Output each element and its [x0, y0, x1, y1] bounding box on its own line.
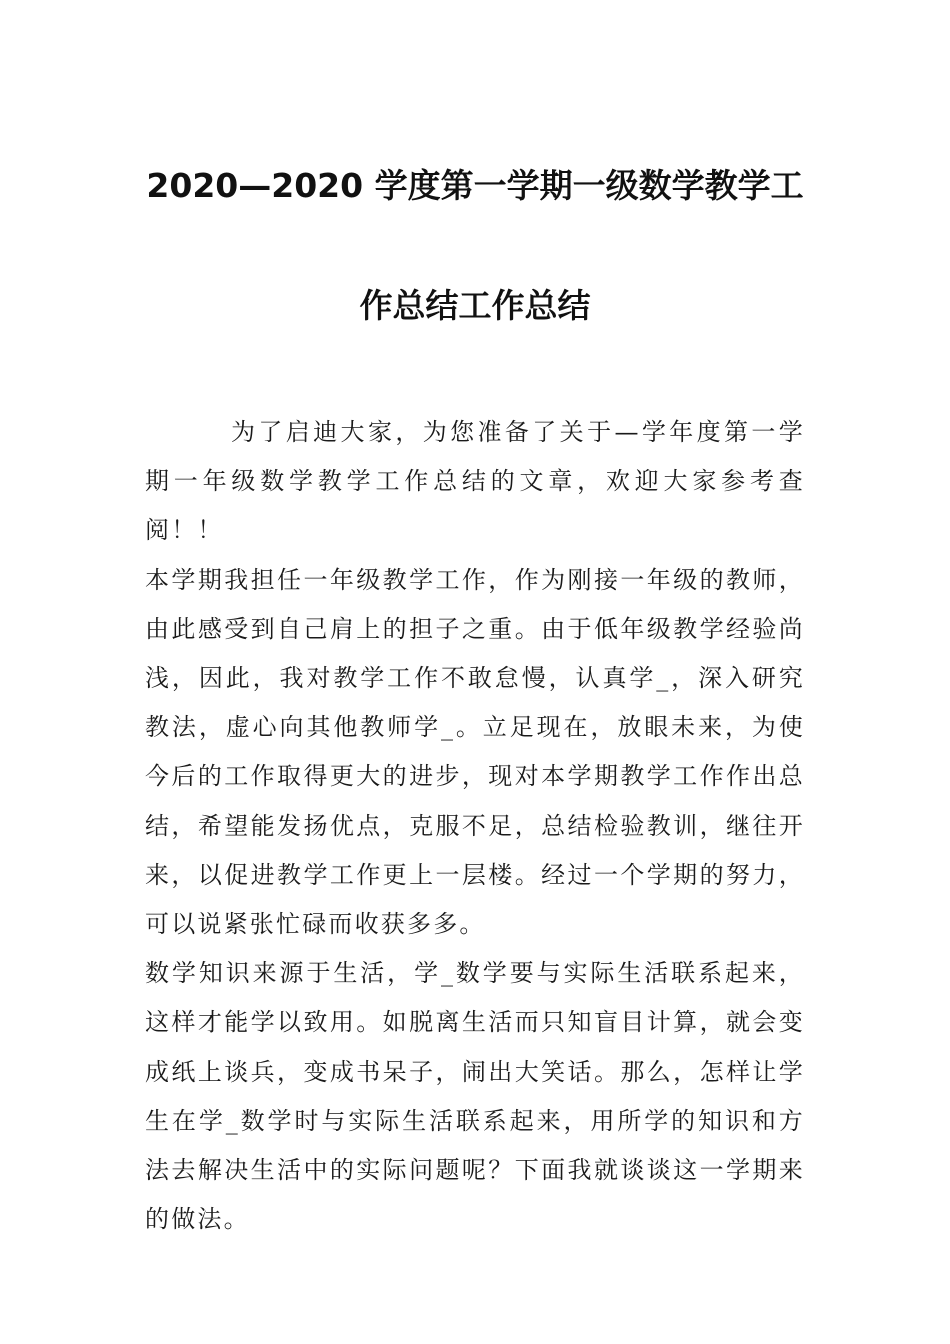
document-body: [145, 408, 805, 1244]
document-title-line-1: 2020—2020 学度第一学期一级数学教学工: [146, 166, 804, 205]
paragraph-math-and-life: 数学知识来源于生活，学_数学要与实际生活联系起来，这样才能学以致用。如脱离生活而只知盲目计算，就会变成纸上谈兵，变成书呆子，闹出大笑话。那么，怎样让学生在学_数学时与实际生活联系起来，用所学的知识和方法去解决生活中的实际问题呢？下面我就谈谈这一学期来的做法。: [145, 959, 805, 1234]
document-title-line-2: 作总结工作总结: [359, 286, 591, 325]
paragraph-semester-summary: 本学期我担任一年级教学工作，作为刚接一年级的教师，由此感受到自己肩上的担子之重。由于低年级教学经验尚浅，因此，我对教学工作不敢怠慢，认真学_，深入研究教法，虚心向其他教师学_。立足现在，放眼未来，为使今后的工作取得更大的进步，现对本学期教学工作作出总结，希望能发扬优点，克服不足，总结检验教训，继往开来，以促进教学工作更上一层楼。经过一个学期的努力，可以说紧张忙碌而收获多多。: [145, 565, 805, 939]
paragraph-intro: 为了启迪大家，为您准备了关于—学年度第一学期一年级数学教学工作总结的文章，欢迎大家参考查阅！！: [145, 418, 805, 545]
